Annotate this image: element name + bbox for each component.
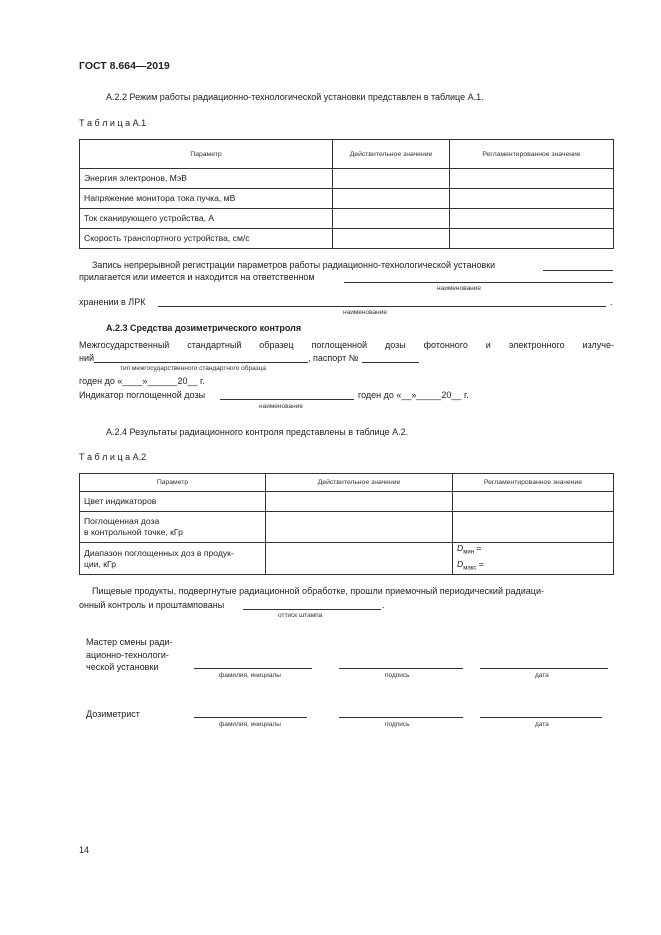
master-hint-sign: подпись xyxy=(385,672,410,679)
a23-hint2: наименование xyxy=(259,403,303,410)
table2-cell xyxy=(266,543,453,575)
table-a2 xyxy=(79,473,614,575)
dosimetrist-date-line xyxy=(480,717,602,718)
table1-cell xyxy=(450,209,614,229)
table2-row2-line2: в контрольной точке, кГр xyxy=(84,527,183,537)
section-a23-heading: А.2.3 Средства дозиметрического контроля xyxy=(106,323,302,333)
a23-indicator: Индикатор поглощенной дозы xyxy=(79,390,206,400)
table-row xyxy=(80,512,614,543)
master-name-line xyxy=(194,668,312,669)
table2-header-regulated: Регламентированное значение xyxy=(453,474,614,492)
table-row xyxy=(80,229,614,249)
table1-header-param: Параметр xyxy=(80,140,333,169)
master-hint-date: дата xyxy=(535,672,549,679)
master-hint-name: фамилия, инициалы xyxy=(219,672,281,679)
record-dot: . xyxy=(610,297,613,307)
master-signature-line xyxy=(339,668,463,669)
dosimetrist-signature-line xyxy=(339,717,463,718)
table1-row-label: Напряжение монитора тока пучка, мВ xyxy=(80,189,333,209)
table2-header-actual: Действительное значение xyxy=(266,474,453,492)
food-hint: оттиск штампа xyxy=(278,612,323,619)
a23-prefix: ний xyxy=(79,353,95,363)
food-blank xyxy=(243,609,381,610)
table1-cell xyxy=(450,169,614,189)
table2-row2-line1: Поглощенная доза xyxy=(84,516,160,526)
table2-caption: Т а б л и ц а А.2 xyxy=(79,452,147,462)
table1-cell xyxy=(333,169,450,189)
dosimetrist-name-line xyxy=(194,717,307,718)
page-number: 14 xyxy=(79,845,90,855)
table2-row3-line1: Диапазон поглощенных доз в продук- xyxy=(84,547,234,558)
record-line3: хранении в ЛРК xyxy=(79,297,146,307)
record-blank1 xyxy=(543,270,613,271)
table2-dose-range-cell xyxy=(453,543,614,575)
record-line2: прилагается или имеется и находится на ответственном xyxy=(79,272,315,282)
table1-header-actual: Действительное значение xyxy=(333,140,450,169)
a23-blank-passport xyxy=(362,362,419,363)
document-header: ГОСТ 8.664—2019 xyxy=(79,60,170,72)
dmin-line: $D_{мин}$ = xyxy=(457,543,482,556)
record-blank2 xyxy=(344,282,613,283)
signature-dosimetrist-label: Дозиметрист xyxy=(86,709,140,719)
record-blank3 xyxy=(158,306,606,307)
table2-cell xyxy=(453,512,614,543)
table1-cell xyxy=(450,189,614,209)
a23-passport: , паспорт № xyxy=(308,353,359,363)
paragraph-a24: А.2.4 Результаты радиационного контроля представлены в таблице А.2. xyxy=(106,427,409,437)
table-row xyxy=(80,543,614,575)
a23-line1: Межгосударственный стандартный образец поглощенной дозы фотонного и электронного излуче- xyxy=(79,340,614,350)
table2-header-param: Параметр xyxy=(80,474,266,492)
table-row xyxy=(80,209,614,229)
table1-row-label: Энергия электронов, МэВ xyxy=(80,169,333,189)
table1-row-label: Скорость транспортного устройства, см/с xyxy=(80,229,333,249)
dosimetrist-hint-name: фамилия, инициалы xyxy=(219,721,281,728)
food-line2: онный контроль и проштампованы xyxy=(79,600,225,610)
table2-row3-line2: ции, кГр xyxy=(84,558,117,569)
paragraph-a22: А.2.2 Режим работы радиационно-технологической установки представлен в таблице А.1. xyxy=(106,92,484,102)
table1-cell xyxy=(450,229,614,249)
table1-row-label: Ток сканирующего устройства, А xyxy=(80,209,333,229)
dosimetrist-hint-sign: подпись xyxy=(385,721,410,728)
table-row xyxy=(80,189,614,209)
master-date-line xyxy=(480,668,608,669)
table1-header-regulated: Регламентированное значение xyxy=(450,140,614,169)
record-hint1: наименование xyxy=(437,285,481,292)
table2-cell xyxy=(453,492,614,512)
table1-cell xyxy=(333,229,450,249)
table2-row-label xyxy=(80,543,266,575)
dmax-line: $D_{макс}$ = xyxy=(457,558,484,572)
a23-valid: годен до «____»______20__ г. xyxy=(79,376,205,386)
table-row xyxy=(80,492,614,512)
a23-hint1: тип межгосударственного стандартного образца xyxy=(120,365,266,372)
food-dot: . xyxy=(382,600,385,610)
table1-cell xyxy=(333,189,450,209)
table2-cell xyxy=(266,512,453,543)
table-row xyxy=(80,169,614,189)
table2-cell xyxy=(266,492,453,512)
table-a1 xyxy=(79,139,614,249)
signature-master-label: Мастер смены ради- ационно-технологи- ческой установки xyxy=(86,637,173,672)
a23-blank-indicator xyxy=(220,399,354,400)
a23-blank-type xyxy=(94,362,308,363)
table2-row-label xyxy=(80,512,266,543)
table2-row-label: Цвет индикаторов xyxy=(80,492,266,512)
record-hint2: наименование xyxy=(343,309,387,316)
record-line1: Запись непрерывной регистрации параметров работы радиационно-технологической установки xyxy=(92,260,496,270)
dosimetrist-hint-date: дата xyxy=(535,721,549,728)
table1-caption: Т а б л и ц а А.1 xyxy=(79,118,147,128)
table1-cell xyxy=(333,209,450,229)
a23-indicator-valid: годен до «__»_____20__ г. xyxy=(358,390,469,400)
food-line1: Пищевые продукты, подвергнутые радиационной обработке, прошли приемочный периодический радиаци- xyxy=(92,586,544,596)
